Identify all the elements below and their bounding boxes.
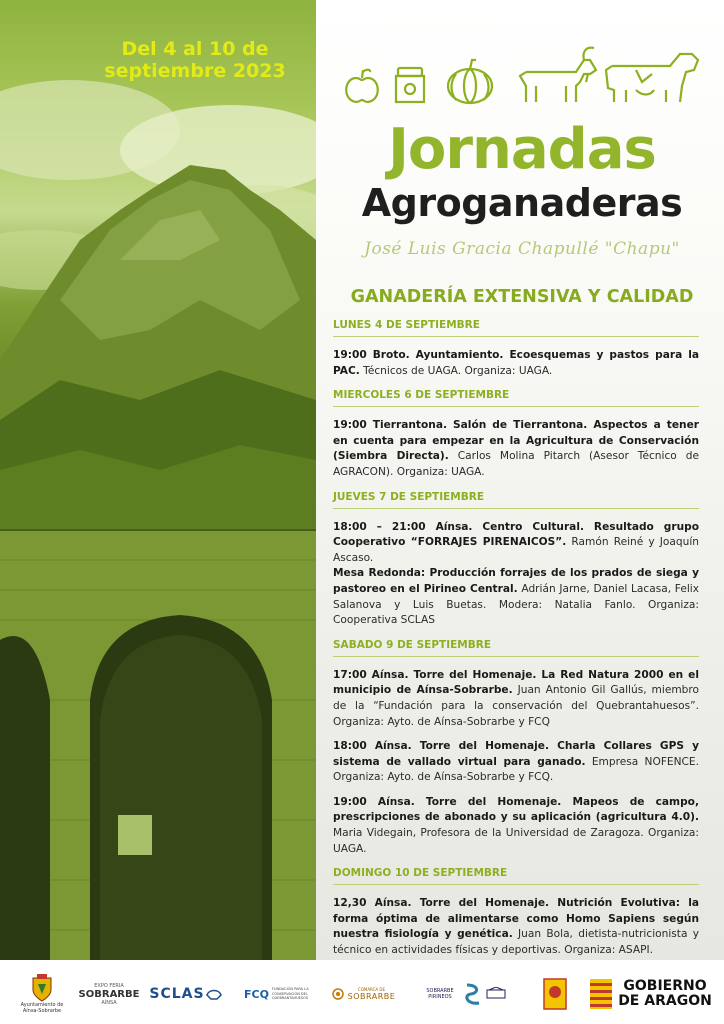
unesco-icon — [486, 987, 506, 1001]
event-item — [333, 668, 699, 730]
day-heading: DOMINGO 10 DE SEPTIEMBRE — [333, 866, 699, 885]
day-heading: JUEVES 7 DE SEPTIEMBRE — [333, 490, 699, 509]
aragon-flag-icon — [590, 979, 612, 1009]
expoferia-logo — [80, 974, 138, 1014]
title-agroganaderas: Agroganaderas — [361, 181, 683, 225]
event-item — [333, 418, 699, 480]
asapi-logo — [540, 974, 570, 1014]
expo-sub-label: AÍNSA — [101, 999, 117, 1006]
expo-label: SOBRARBE — [78, 988, 140, 1000]
day-heading: MIERCOLES 6 DE SEPTIEMBRE — [333, 388, 699, 407]
event-item — [333, 348, 699, 379]
event-title: 18:00 Aínsa. Torre del Homenaje. Charla Collares GPS y sistema de vallado virtual para ganado. — [333, 740, 699, 768]
coat-of-arms-icon — [31, 974, 53, 1002]
sun-icon — [331, 987, 345, 1001]
event-details: Maria Videgain, Profesora de la Universidad de Zaragoza. Organiza: UAGA. — [333, 827, 699, 855]
landscape-illustration — [0, 0, 316, 960]
pirineos-label: SOBRARBE PIRINEOS — [426, 988, 454, 1000]
event-title: Mesa Redonda: Producción forrajes de los prados de siega y pastoreo en el Pirineo Central. — [333, 567, 699, 595]
date-line-2: septiembre 2023 — [104, 60, 286, 82]
event-details: Ramón Reiné y Joaquín Ascaso. — [333, 536, 699, 564]
event-details: Empresa NOFENCE. Organiza: Ayto. de Aínsa-Sobrarbe y FCQ. — [333, 755, 699, 784]
asapi-emblem-icon — [543, 978, 567, 1010]
icon-row — [336, 30, 708, 110]
event-title: 19:00 Tierrantona. Salón de Tierrantona. Aspectos a tener en cuenta para empezar en la Agricultura de Conservación (Siembra Directa). — [333, 419, 699, 463]
ayuntamiento-label: Ayuntamiento de Aínsa-Sobrarbe — [20, 1002, 64, 1014]
event-details: Carlos Molina Pitarch (Asesor Técnico de AGRACON). Organiza: UAGA. — [333, 450, 699, 478]
geopark-icon — [463, 981, 483, 1007]
event-title: 19:00 Aínsa. Torre del Homenaje. Mapeos de campo, prescripciones de abonado y su aplicación (agricultura 4.0). — [333, 795, 699, 824]
geoparque-logo — [418, 974, 508, 1014]
date-line-1: Del 4 al 10 de — [121, 38, 269, 60]
event-item — [333, 896, 699, 958]
goat-icon — [520, 48, 596, 102]
dedication-subtitle: José Luis Gracia Chapullé "Chapu" — [364, 239, 680, 259]
program-list — [333, 318, 699, 968]
title-jornadas: Jornadas — [388, 117, 656, 182]
event-details: Adrián Jarne, Daniel Lacasa, Felix Salanova y Luis Buetas. Modera: Natalia Fanlo. Organiza: Cooperativa SCLAS — [333, 582, 699, 627]
event-title: 17:00 Aínsa. Torre del Homenaje. La Red Natura 2000 en el municipio de Aínsa-Sobrarbe. — [333, 668, 699, 697]
date-range — [100, 38, 290, 82]
cow-head-icon — [205, 987, 223, 1001]
jar-icon — [396, 68, 424, 102]
sclas-logo — [146, 974, 226, 1014]
background-photo — [0, 0, 316, 960]
expo-top-label: EXPO FERIA — [94, 982, 124, 989]
comarca-label: SOBRARBE — [347, 992, 396, 1001]
comarca-top-label: COMARCA DE — [357, 987, 386, 992]
aragon-label: DE ARAGON — [618, 993, 712, 1009]
sponsor-footer — [0, 960, 724, 1024]
gobierno-label: GOBIERNO — [623, 978, 707, 994]
sclas-label: SCLAS — [149, 986, 205, 1002]
event-details: Juan Antonio Gil Gallús, miembro de la “Fundación para la conservación del Quebrantahuesos”. Organiza: Ayto. de Aínsa-Sobrarbe y FCQ — [333, 684, 699, 728]
gobierno-aragon-logo — [588, 974, 714, 1014]
fcq-logo — [240, 974, 320, 1014]
day-heading: LUNES 4 DE SEPTIEMBRE — [333, 318, 699, 337]
cow-icon — [606, 54, 698, 102]
event-details: Juan Bola, dietista-nutricionista y técnico en actividades físicas y deportivas. Organiza: ASAPI. — [333, 928, 700, 957]
event-item — [333, 566, 699, 628]
comarca-logo — [328, 974, 398, 1014]
fcq-sub-label: FUNDACIÓN PARA LA CONSERVACIÓN DEL QUEBRANTAHUESOS — [271, 987, 309, 1001]
event-title: 18:00 – 21:00 Aínsa. Centro Cultural. Resultado grupo Cooperativo “FORRAJES PIRENAICOS”. — [333, 520, 699, 549]
apple-icon — [346, 70, 378, 102]
event-item — [333, 795, 699, 857]
ayuntamiento-logo — [14, 974, 70, 1014]
day-heading: SABADO 9 DE SEPTIEMBRE — [333, 638, 699, 657]
event-item — [333, 739, 699, 786]
section-heading: GANADERÍA EXTENSIVA Y CALIDAD — [350, 287, 694, 307]
pumpkin-icon — [448, 60, 492, 103]
event-item — [333, 520, 699, 567]
event-title: 19:00 Broto. Ayuntamiento. Ecoesquemas y pastos para la PAC. — [333, 349, 699, 377]
event-details: Técnicos de UAGA. Organiza: UAGA. — [359, 364, 553, 377]
event-title: 12,30 Aínsa. Torre del Homenaje. Nutrición Evolutiva: la forma óptima de alimentarse como Homo Sapiens según nuestra fisiología y genética. — [333, 897, 699, 941]
fcq-label: FCQ — [244, 987, 269, 1001]
